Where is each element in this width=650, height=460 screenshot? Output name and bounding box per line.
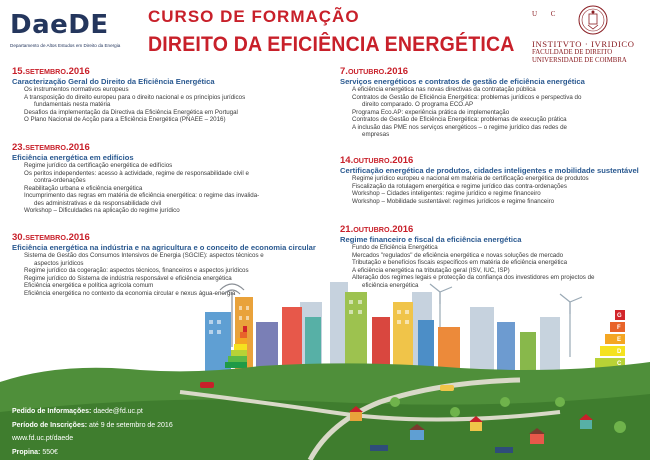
topic-item: Contratos de Gestão de Eficiência Energética: problemas jurídicos e perspectiva do direito comparado. O programa ECO.AP [352, 93, 582, 108]
topic-item: Fiscalização da rotulagem energética e regime jurídico das contra-ordenações [352, 182, 567, 190]
university-seal-icon [578, 5, 608, 35]
course-title: DIREITO DA EFICIÊNCIA ENERGÉTICA [148, 33, 515, 56]
topic-item: Contratos de Gestão de Eficiência Energética: problemas de execução prática [352, 116, 567, 123]
energy-label-letter: G [617, 313, 622, 319]
logo-text: DaeDE [10, 10, 109, 40]
topic-item: Desafios da implementação da Directiva da Eficiência Energética em Portugal [24, 108, 238, 116]
footer-info [12, 405, 312, 459]
topic-item: Incumprimento das regras em matéria de eficiência energética: o regime das invalida- des administrativas e da responsabilidade civil [24, 192, 260, 207]
topic-item: Os peritos independentes: acesso à actividade, regime de responsabilidade civil e contra-ordenações [24, 169, 249, 184]
topic-item: Regime jurídico da cogeração: aspectos técnicos, financeiros e aspectos jurídicos [24, 267, 249, 274]
faculty-name [532, 49, 627, 64]
session-title: Eficiência energética em edifícios [12, 153, 134, 162]
info-request: Pedido de Informações: daede@fd.uc.pt [12, 408, 143, 415]
topic-item: Fundo de Eficiência Energética [352, 244, 438, 251]
faculty-line-2: UNIVERSIDADE DE COIMBRA [532, 56, 627, 64]
topic-item: Eficiência energética e política agrícola comum [24, 282, 154, 289]
daede-logo [10, 10, 140, 60]
topic-item: Tributação e benefícios fiscais específicos em matéria de eficiência energética [352, 259, 568, 266]
session-title: Certificação energética de produtos, cidades inteligentes e mobilidade sustentável [340, 166, 639, 175]
topic-item: A inclusão das PME nos serviços energéticos – o regime jurídico das redes de empresas [352, 123, 567, 138]
topic-item: Workshop – Mobilidade sustentável: regimes jurídicos e regime financeiro [352, 197, 555, 205]
energy-label-letter: F [617, 325, 621, 331]
session-title: Eficiência energética na indústria e na agricultura e o conceito de economia circular [12, 243, 316, 252]
session-7-outubro [340, 66, 585, 139]
website-link[interactable]: www.fd.uc.pt/daede [12, 435, 74, 442]
session-14-outubro [340, 155, 639, 205]
session-date: 23.SETEMBRO.2016 [12, 142, 90, 153]
topic-item: A eficiência energética na tributação geral (ISV, IUC, ISP) [352, 266, 510, 274]
session-date: 21.OUTUBRO.2016 [340, 224, 414, 235]
topic-item: A eficiência energética nas novas directivas da contratação pública [352, 86, 536, 93]
session-title: Serviços energéticos e contratos de gestão de eficiência energética [340, 77, 585, 86]
energy-label-letter: D [617, 349, 622, 355]
session-topics [12, 162, 259, 215]
topic-item: Programa Eco.AP: experiência prática de implementação [352, 108, 510, 116]
institution-logo [532, 7, 642, 67]
session-date: 7.OUTUBRO.2016 [340, 66, 409, 77]
session-topics [340, 86, 585, 139]
session-date: 14.OUTUBRO.2016 [340, 155, 414, 166]
session-topics [12, 86, 245, 124]
topic-item: Workshop – Cidades inteligentes: regime jurídico e regime financeiro [352, 190, 541, 197]
logo-subtitle: Departamento de Altos Estudos em Direito da Energia [10, 43, 121, 48]
topic-item: Alteração dos regimes legais e protecção da confiança dos investidores em projectos de eficiência energética [352, 274, 595, 289]
institution-name: INSTITVTO · IVRIDICO [532, 39, 635, 49]
topic-item: Regime jurídico do Sistema de indústria responsável e eficiência energética [24, 274, 232, 282]
session-title: Regime financeiro e fiscal da eficiência energética [340, 235, 522, 244]
session-23-setembro [12, 142, 259, 215]
topic-item: Sistema de Gestão dos Consumos Intensivos de Energia (SGCIE): aspectos técnicos e aspectos jurídicos [24, 252, 264, 267]
topic-item: A transposição do direito europeu para o direito nacional e os princípios jurídicos fundamentais nesta matéria [24, 93, 246, 108]
topic-item: O Plano Nacional de Acção para a Eficiência Energética (PNAEE – 2016) [24, 116, 226, 123]
registration-period: Período de Inscrições: até 9 de setembro de 2016 [12, 421, 173, 429]
topic-item: Eficiência energética no contexto da economia circular e nexus água-energia [24, 289, 236, 297]
uc-mark: U C [532, 10, 562, 18]
topic-item: Reabilitação urbana e eficiência energética [24, 184, 143, 192]
course-type-title: CURSO DE FORMAÇÃO [148, 7, 360, 26]
session-15-setembro [12, 66, 245, 124]
energy-label-letter: E [617, 337, 622, 343]
contact-email[interactable]: daede@fd.uc.pt [93, 408, 143, 415]
topic-item: Regime jurídico da certificação energética de edifícios [24, 162, 173, 169]
topic-item: Workshop – Dificuldades na aplicação do regime jurídico [24, 207, 180, 214]
session-date: 30.SETEMBRO.2016 [12, 232, 90, 243]
topic-item: Regime jurídico europeu e nacional em matéria de certificação energética de produtos [352, 175, 589, 182]
session-topics [340, 175, 639, 205]
faculty-line-1: FACULDADE DE DIREITO [532, 49, 613, 56]
course-fee: Propina: 550€ [12, 448, 58, 456]
session-title: Caracterização Geral do Direito da Eficiência Energética [12, 77, 215, 86]
energy-label-letter: C [617, 361, 622, 367]
topic-item: Os instrumentos normativos europeus [24, 86, 129, 93]
topic-item: Mercados "regulados" de eficiência energética e novas soluções de mercado [352, 251, 564, 259]
session-date: 15.SETEMBRO.2016 [12, 66, 90, 77]
